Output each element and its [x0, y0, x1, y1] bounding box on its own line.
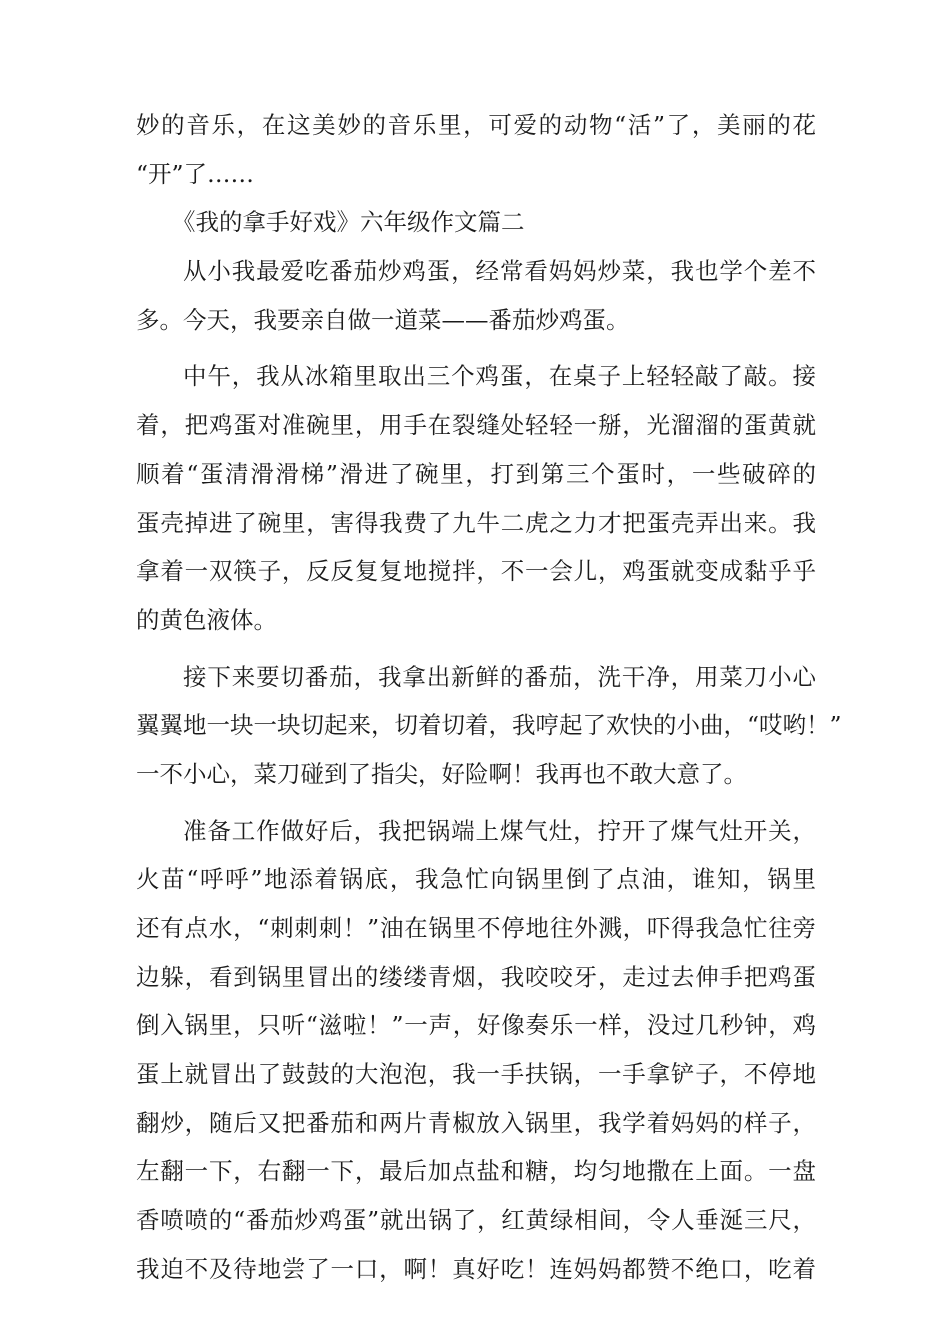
paragraph-line: 多。今天，我要亲自做一道菜——番茄炒鸡蛋。 — [136, 305, 630, 334]
section-title-text: 《我的拿手好戏》六年级作文篇二 — [172, 208, 525, 237]
paragraph-line: 中午，我从冰箱里取出三个鸡蛋，在桌子上轻轻敲了敲。接 — [183, 362, 816, 391]
paragraph-line: 蛋上就冒出了鼓鼓的大泡泡，我一手扶锅，一手拿铲子，不停地 — [136, 1060, 816, 1089]
section-title — [136, 198, 816, 247]
document-body — [136, 101, 842, 1294]
paragraph-line: 边躲，看到锅里冒出的缕缕青烟，我咬咬牙，走过去伸手把鸡蛋 — [136, 962, 816, 991]
paragraph-line: 蛋壳掉进了碗里，害得我费了九牛二虎之力才把蛋壳弄出来。我 — [136, 508, 816, 537]
paragraph-line: 火苗“呼呼”地添着锅底，我急忙向锅里倒了点油，谁知，锅里 — [136, 865, 816, 894]
paragraph — [136, 653, 842, 799]
paragraph-line: 一不小心，菜刀碰到了指尖，好险啊！我再也不敢大意了。 — [136, 759, 747, 788]
paragraph — [136, 352, 816, 644]
paragraph-line: 从小我最爱吃番茄炒鸡蛋，经常看妈妈炒菜，我也学个差不 — [183, 257, 816, 286]
paragraph — [136, 247, 816, 344]
paragraph-line: 拿着一双筷子，反反复复地搅拌，不一会儿，鸡蛋就变成黏乎乎 — [136, 557, 816, 586]
paragraph-line: 翼翼地一块一块切起来，切着切着，我哼起了欢快的小曲，“哎哟！” — [136, 711, 842, 740]
paragraph-line: 我迫不及待地尝了一口，啊！真好吃！连妈妈都赞不绝口，吃着 — [136, 1254, 816, 1283]
paragraph-line: 顺着“蛋清滑滑梯”滑进了碗里，打到第三个蛋时，一些破碎的 — [136, 459, 816, 488]
paragraph-line: 香喷喷的“番茄炒鸡蛋”就出锅了，红黄绿相间，令人垂涎三尺， — [136, 1206, 816, 1235]
paragraph-line: 妙的音乐，在这美妙的音乐里，可爱的动物“活”了，美丽的花 — [136, 111, 816, 139]
paragraph-line: 左翻一下，右翻一下，最后加点盐和糖，均匀地撒在上面。一盘 — [136, 1157, 816, 1186]
paragraph-line: 着，把鸡蛋对准碗里，用手在裂缝处轻轻一掰，光溜溜的蛋黄就 — [136, 411, 816, 440]
paragraph-line: 还有点水，“刺刺刺！”油在锅里不停地往外溅，吓得我急忙往旁 — [136, 914, 816, 942]
paragraph-line: 准备工作做好后，我把锅端上煤气灶，拧开了煤气灶开关， — [183, 816, 816, 845]
paragraph-line: 倒入锅里，只听“滋啦！”一声，好像奏乐一样，没过几秒钟，鸡 — [136, 1011, 816, 1040]
paragraph-line: 翻炒，随后又把番茄和两片青椒放入锅里，我学着妈妈的样子， — [136, 1108, 816, 1137]
paragraph-line: “开”了…… — [136, 159, 255, 188]
paragraph — [136, 101, 816, 198]
paragraph-line: 接下来要切番茄，我拿出新鲜的番茄，洗干净，用菜刀小心 — [183, 662, 816, 691]
paragraph-line: 的黄色液体。 — [136, 605, 277, 634]
paragraph — [136, 807, 816, 1294]
